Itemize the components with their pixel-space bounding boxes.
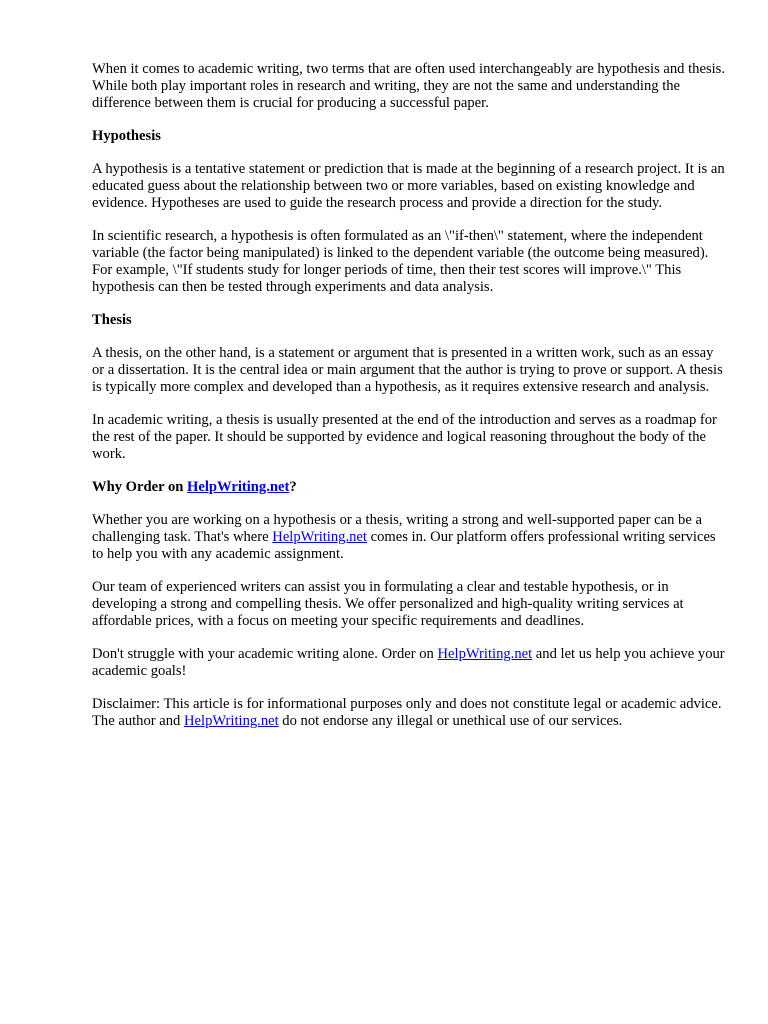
why-p3-before: Don't struggle with your academic writing alone. Order on	[92, 646, 438, 662]
why-paragraph-1	[92, 512, 726, 563]
thesis-paragraph-1: A thesis, on the other hand, is a statement or argument that is presented in a written work, such as an essay or a dissertation. It is the central idea or main argument that the author is trying to prove or support. A thesis is typically more complex and developed than a hypothesis, as it requires extensive research and analysis.	[92, 345, 723, 395]
hypothesis-paragraph-1: A hypothesis is a tentative statement or prediction that is made at the beginning of a research project. It is an educated guess about the relationship between two or more variables, based on existing knowledge and evidence. Hypotheses are used to guide the research process and provide a direction for the study.	[92, 161, 725, 211]
why-p3-after: and let us help you achieve your academic goals!	[92, 646, 725, 679]
why-p1-after: comes in. Our platform offers professional writing services to help you with any academic assignment.	[92, 529, 716, 562]
why-paragraph-2: Our team of experienced writers can assist you in formulating a clear and testable hypothesis, or in developing a strong and compelling thesis. We offer personalized and high-quality writing services at affordable prices, with a focus on meeting your specific requirements and deadlines.	[92, 579, 684, 629]
intro-paragraph: When it comes to academic writing, two terms that are often used interchangeably are hypothesis and thesis. While both play important roles in research and writing, they are not the same and understanding the difference between them is crucial for producing a successful paper.	[92, 61, 726, 111]
disclaimer-after: do not endorse any illegal or unethical use of our services.	[278, 713, 623, 729]
helpwriting-link-1[interactable]: HelpWriting.net	[272, 529, 367, 545]
why-paragraph-3	[92, 646, 726, 680]
disclaimer-paragraph	[92, 696, 726, 730]
helpwriting-link-3[interactable]: HelpWriting.net	[184, 713, 279, 729]
why-p1-before: Whether you are working on a hypothesis or a thesis, writing a strong and well-supported paper can be a challenging task. That's where	[92, 512, 702, 545]
why-order-heading	[92, 479, 726, 496]
document-body	[92, 61, 726, 746]
hypothesis-paragraph-2: In scientific research, a hypothesis is often formulated as an \"if-then\" statement, where the independent variable (the factor being manipulated) is linked to the dependent variable (the outcome being measured). For example, \"If students study for longer periods of time, then their test scores will improve.\" This hypothesis can then be tested through experiments and data analysis.	[92, 228, 709, 295]
disclaimer-before: Disclaimer: This article is for informational purposes only and does not constitute legal or academic advice. The author and	[92, 696, 722, 729]
why-order-heading-suffix: ?	[289, 479, 297, 495]
thesis-paragraph-2: In academic writing, a thesis is usually presented at the end of the introduction and serves as a roadmap for the rest of the paper. It should be supported by evidence and logical reasoning throughout the body of the work.	[92, 412, 717, 462]
helpwriting-heading-link[interactable]: HelpWriting.net	[187, 479, 290, 495]
helpwriting-link-2[interactable]: HelpWriting.net	[437, 646, 533, 662]
why-order-heading-prefix: Why Order on	[92, 479, 188, 495]
hypothesis-heading: Hypothesis	[92, 128, 161, 144]
thesis-heading: Thesis	[92, 312, 132, 328]
